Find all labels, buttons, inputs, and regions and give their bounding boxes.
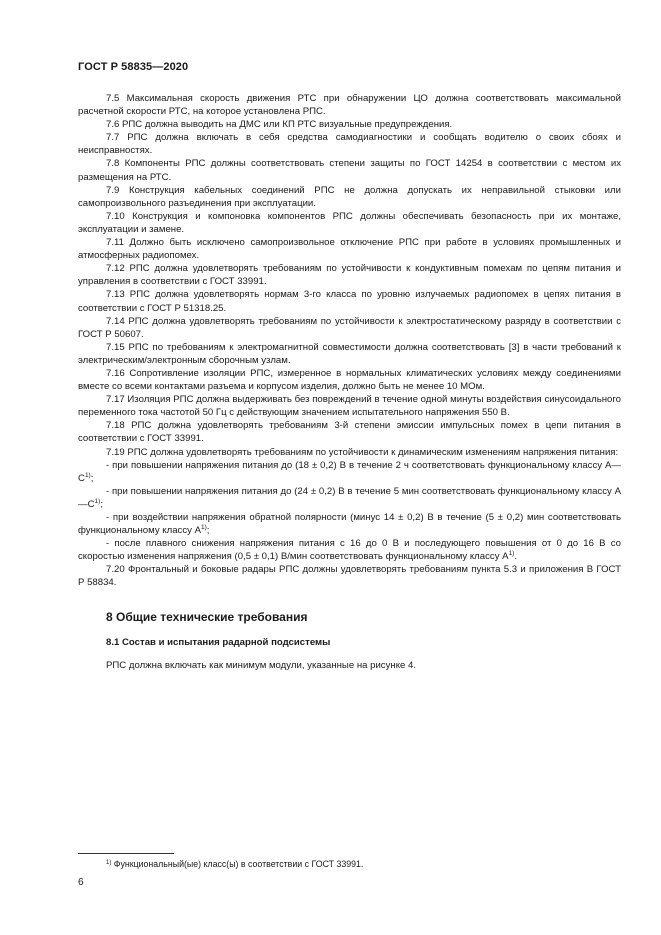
subsection-title: 8.1 Состав и испытания радарной подсистемы [106,636,331,648]
footnote-reference: 1) [94,497,101,505]
paragraph-7-7: 7.7 РПС должна включать в себя средства самодиагностики и сообщать водителю о своих сбоях и неисправностях. [78,132,621,157]
list-item-text: - при повышении напряжения питания до (24 ± 0,2) В в течение 5 мин соответствовать функциональному классу А—С [78,485,621,510]
paragraph-7-17: 7.17 Изоляция РПС должна выдерживать без повреждений в течение одной минуты воздействия синусоидального переменного тока частотой 50 Гц с действующим значением испытательного напряжения 550 В. [78,394,621,419]
list-item-end: . [514,551,518,563]
list-item [78,459,621,485]
list-item-end: ; [90,472,94,484]
page-number: 6 [78,877,84,888]
footnote [106,858,363,870]
paragraph-7-11: 7.11 Должно быть исключено самопроизвольное отключение РПС при работе в условиях промышленных и атмосферных радиопомех. [78,237,621,262]
paragraph-7-5: 7.5 Максимальная скорость движения РТС при обнаружении ЦО должна соответствовать максимальной расчетной скорости РТС, на которое установлена РПС. [78,93,621,118]
paragraph-7-13: 7.13 РПС должна удовлетворять нормам 3-го класса по уровню излучаемых радиопомех в цепях питания в соответствии с ГОСТ Р 51318.25. [78,289,621,314]
paragraph-7-16: 7.16 Сопротивление изоляции РПС, измеренное в нормальных климатических условиях между соединениями вместе со всеми контактами разъема и корпусом изделия, должно быть не менее 10 МОм. [78,367,621,393]
footnote-reference: 1) [84,471,91,479]
list-item [78,537,621,563]
footnote-divider [78,853,174,854]
section-paragraph: РПС должна включать как минимум модули, указанные на рисунке 4. [106,659,417,671]
paragraph-7-15: 7.15 РПС по требованиям к электромагнитной совместимости должна соответствовать [3] в части требований к электрическим/электронным сборочным узлам. [78,341,621,366]
paragraph-7-10: 7.10 Конструкция и компоновка компонентов РПС должны обеспечивать безопасность при их монтаже, эксплуатации и замене. [78,210,621,235]
paragraph-7-6: 7.6 РПС должна выводить на ДМС или КП РТС визуальные предупреждения. [106,119,453,131]
list-item-end: ; [206,525,210,537]
paragraph-7-9: 7.9 Конструкция кабельных соединений РПС не должна допускать их неправильной стыковки или самопроизвольного разъединения при эксплуатации. [78,184,621,209]
paragraph-7-20: 7.20 Фронтальный и боковые радары РПС должны удовлетворять требованиям пункта 5.3 и приложения В ГОСТ Р 58834. [78,564,621,589]
paragraph-7-19: 7.19 РПС должна удовлетворять требованиям по устойчивости к динамическим изменениям напряжения питания: [106,446,619,458]
list-item [78,485,621,511]
list-item [78,511,621,537]
document-header: ГОСТ Р 58835—2020 [78,61,189,73]
footnote-reference: 1) [508,550,515,558]
paragraph-7-14: 7.14 РПС должна удовлетворять требованиям по устойчивости к электростатическому разряду в соответствии с ГОСТ Р 50607. [78,315,621,340]
list-item-text: - при повышении напряжения питания до (18 ± 0,2) В в течение 2 ч соответствовать функциональному классу А—С [78,459,621,484]
paragraph-7-12: 7.12 РПС должна удовлетворять требованиям по устойчивости к кондуктивным помехам по цепям питания и управления в соответствии с ГОСТ 33991. [78,263,621,288]
footnote-mark: 1) [106,860,112,866]
list-item-text: - при воздействии напряжения обратной полярности (минус 14 ± 0,2) В в течение (5 ± 0,2) мин соответствовать функциональному классу А [78,512,621,537]
document-body [78,92,621,672]
paragraph-7-18: 7.18 РПС должна удовлетворять требованиям 3-й степени эмиссии импульсных помех в цепи питания в соответствии с ГОСТ 33991. [78,420,621,445]
list-item-end: ; [100,498,103,510]
footnote-reference: 1) [201,524,207,532]
section-title: 8 Общие технические требования [106,609,308,624]
paragraph-7-8: 7.8 Компоненты РПС должны соответствовать степени защиты по ГОСТ 14254 в соответствии с местом их размещения на РТС. [78,158,621,183]
footnote-text: Функциональный(ые) класс(ы) в соответствии с ГОСТ 33991. [111,859,364,869]
list-item-text: - после плавного снижения напряжения питания с 16 до 0 В и последующего повышения от 0 до 16 В со скоростью изменения напряжения (0,5 ± 0,1) В/мин соответствовать функциональному классу А [78,538,621,563]
